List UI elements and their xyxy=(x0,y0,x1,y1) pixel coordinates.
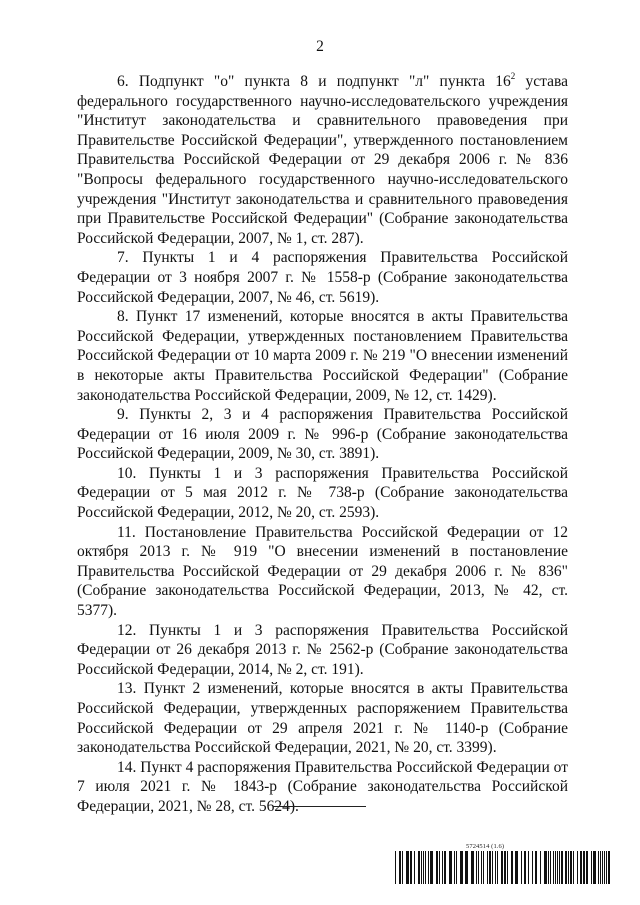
barcode-bar xyxy=(535,851,537,884)
barcode-bar xyxy=(559,851,560,884)
barcode-bar xyxy=(504,851,506,884)
barcode-bar xyxy=(553,851,554,884)
barcode-bar xyxy=(577,851,578,884)
barcode-bar xyxy=(456,851,457,884)
barcode-bar xyxy=(430,851,433,884)
barcode-bar xyxy=(507,851,508,884)
barcode-bar xyxy=(593,851,596,884)
barcode-bar xyxy=(548,851,549,884)
barcode-bar xyxy=(471,851,474,884)
barcode-bar xyxy=(583,851,585,884)
barcode-bar xyxy=(428,851,429,884)
barcode-bar xyxy=(436,851,438,884)
barcode-bar xyxy=(454,851,455,884)
barcode-bar xyxy=(573,851,574,884)
barcode-bar xyxy=(444,851,446,884)
barcode-bar xyxy=(568,851,569,884)
barcode-bar xyxy=(481,851,482,884)
barcode-bar xyxy=(465,851,468,884)
barcode-bar xyxy=(524,851,526,884)
barcode-bar xyxy=(483,851,484,884)
barcode-bar xyxy=(515,851,518,884)
barcode-bar xyxy=(489,851,491,884)
barcode-bar xyxy=(511,851,513,884)
barcode-bar xyxy=(399,851,401,884)
barcode-bar xyxy=(540,851,541,884)
barcode-bar xyxy=(570,851,572,884)
paragraph-6-text-start: 6. Подпункт "о" пункта 8 и подпункт "л" пункта 16 xyxy=(117,73,511,90)
barcode-bar xyxy=(442,851,443,884)
paragraph-7: 7. Пункты 1 и 4 распоряжения Правительства Российской Федерации от 3 ноября 2007 г. № 1558-р (Собрание законодательства Российской Федерации, 2007, № 46, ст. 5619). xyxy=(77,249,568,306)
barcode-bar xyxy=(425,851,426,884)
document-body xyxy=(77,72,568,817)
barcode-bar xyxy=(395,851,396,884)
barcode-bar xyxy=(600,851,601,884)
barcode-bar xyxy=(606,851,607,884)
barcode-bar xyxy=(565,851,567,884)
barcode-icon xyxy=(395,851,611,884)
barcode-bar xyxy=(439,851,440,884)
paragraph-10: 10. Пункты 1 и 3 распоряжения Правительства Российской Федерации от 5 мая 2012 г. № 738-р (Собрание законодательства Российской Федерации, 2012, № 20, ст. 2593). xyxy=(77,464,568,522)
paragraph-11: 11. Постановление Правительства Российской Федерации от 12 октября 2013 г. № 919 "О внесении изменений в постановление Правительства Российской Федерации от 29 декабря 2006 г. № 836" (Собрание законодательства Российской Федерации, 2013, № 42, ст. 5377). xyxy=(77,523,568,620)
paragraph-13: 13. Пункт 2 изменений, которые вносятся в акты Правительства Российской Федерации, утвержденных распоряжением Правительства Российской Федерации от 29 апреля 2021 г. № 1140-р (Собрание законодательства Российской Федерации, 2021, № 20, ст. 3399). xyxy=(77,680,568,757)
barcode-bar xyxy=(521,851,522,884)
barcode-bar xyxy=(580,851,582,884)
barcode-bar xyxy=(421,851,422,884)
barcode-bar xyxy=(478,851,479,884)
barcode-bar xyxy=(460,851,463,884)
barcode-bar xyxy=(598,851,599,884)
end-separator-line xyxy=(273,806,366,807)
barcode-bar xyxy=(476,851,477,884)
barcode-bar xyxy=(406,851,409,884)
barcode-bar xyxy=(414,851,415,884)
paragraph-6-text-end: устава федерального государственного научно-исследовательского учреждения "Институт законодательства и сравнительного правоведения при Правительстве Российской Федерации", утвержденного постановлением Правительства Российской Федерации от 29 декабря 2006 г. № 836 "Вопросы федерального государственного научно-исследовательского учреждения "Институт законодательства и сравнительного правоведения при Правительстве Российской Федерации" (Собрание законодательства Российской Федерации, 2007, № 1, ст. 287). xyxy=(77,73,568,247)
document-id: 5724514 (1.6) xyxy=(466,843,505,850)
barcode-bar xyxy=(532,851,533,884)
paragraph-8: 8. Пункт 17 изменений, которые вносятся в акты Правительства Российской Федерации, утвержденных постановлением Правительства Российской Федерации от 10 марта 2009 г. № 219 "О внесении изменений в некоторые акты Правительства Российской Федерации" (Собрание законодательства Российской Федерации, 2009, № 12, ст. 1429). xyxy=(77,308,568,404)
barcode-bar xyxy=(555,851,556,884)
superscript: 2 xyxy=(510,70,516,81)
barcode-bar xyxy=(604,851,605,884)
barcode-bar xyxy=(561,851,563,884)
paragraph-12: 12. Пункты 1 и 3 распоряжения Правительства Российской Федерации от 26 декабря 2013 г. № 2562-р (Собрание законодательства Российской Федерации, 2014, № 2, ст. 191). xyxy=(77,621,568,678)
barcode-bar xyxy=(418,851,420,884)
paragraph-6 xyxy=(77,72,568,248)
barcode-bar xyxy=(423,851,424,884)
barcode-bar xyxy=(449,851,452,884)
barcode-bar xyxy=(492,851,493,884)
barcode-bar xyxy=(550,851,551,884)
paragraph-14: 14. Пункт 4 распоряжения Правительства Российской Федерации от 7 июля 2021 г. № 1843-р (Собрание законодательства Российской Федерации, 2021, № 28, ст. 5624). xyxy=(77,758,568,815)
barcode-bar xyxy=(591,851,592,884)
barcode-bar xyxy=(586,851,588,884)
barcode-bar xyxy=(501,851,503,884)
barcode-bar xyxy=(557,851,558,884)
barcode-bar xyxy=(487,851,488,884)
barcode-bar xyxy=(495,851,496,884)
barcode-bar xyxy=(497,851,498,884)
page-number: 2 xyxy=(316,38,324,55)
barcode-bar xyxy=(402,851,403,884)
paragraph-9: 9. Пункты 2, 3 и 4 распоряжения Правительства Российской Федерации от 16 июля 2009 г. № 996-р (Собрание законодательства Российской Федерации, 2009, № 30, ст. 3891). xyxy=(77,406,568,463)
barcode-bar xyxy=(602,851,603,884)
barcode-bar xyxy=(410,851,412,884)
barcode-bar xyxy=(528,851,529,884)
barcode-bar xyxy=(544,851,547,884)
barcode-bar xyxy=(608,851,610,884)
